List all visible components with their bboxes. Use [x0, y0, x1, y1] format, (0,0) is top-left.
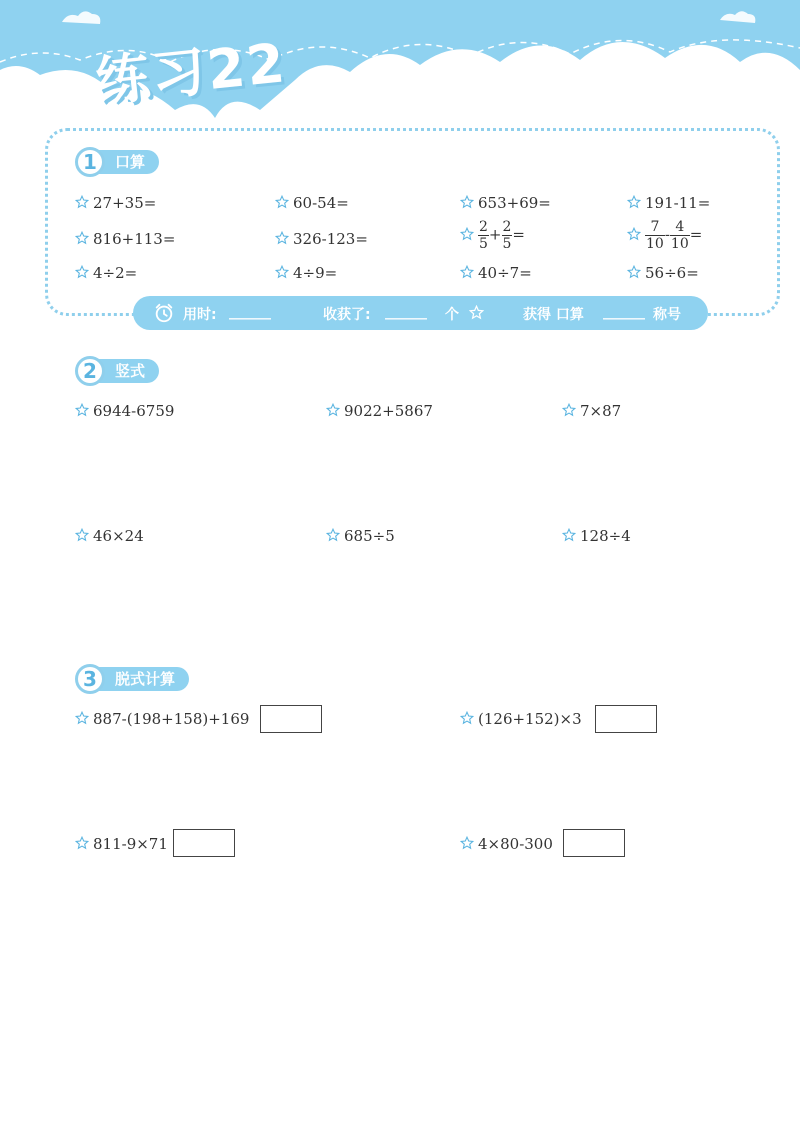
vertical-problem-2: 9022+5867 — [326, 402, 433, 420]
harvest-blank: ______ — [385, 304, 427, 320]
star-icon — [75, 265, 89, 279]
answer-box[interactable] — [595, 705, 657, 733]
problem-1: 27+35= — [75, 194, 156, 212]
star-icon — [326, 528, 340, 542]
problem-9: 4÷2= — [75, 264, 137, 282]
vertical-problem-5: 685÷5 — [326, 527, 395, 545]
vertical-problem-3: 7×87 — [562, 402, 621, 420]
star-icon — [562, 528, 576, 542]
star-icon — [275, 195, 289, 209]
problem-5: 816+113= — [75, 230, 175, 248]
earn-label: 获得 口算 — [523, 307, 584, 323]
star-icon — [75, 711, 89, 725]
star-icon — [460, 195, 474, 209]
section2-number: 2 — [75, 356, 105, 386]
unit-label: 个 — [445, 307, 459, 323]
star-icon — [562, 403, 576, 417]
title-blank: ______ — [603, 304, 645, 320]
star-icon — [460, 265, 474, 279]
stepwise-problem-2: (126+152)×3 — [460, 710, 582, 728]
star-icon — [627, 227, 641, 241]
problem-8: $\frac{7}{10}$ - $\frac{4}{10}$ = — [627, 219, 702, 252]
section3-label: 脱式计算 — [93, 667, 189, 691]
problem-11: 40÷7= — [460, 264, 532, 282]
star-icon — [460, 227, 474, 241]
section1-label: 口算 — [93, 150, 159, 174]
vertical-problem-1: 6944-6759 — [75, 402, 174, 420]
page-title: 练习22 — [92, 31, 290, 114]
problem-2: 60-54= — [275, 194, 349, 212]
stepwise-problem-4: 4×80-300 — [460, 835, 553, 853]
harvest-label: 收获了: — [323, 307, 371, 323]
vertical-problem-4: 46×24 — [75, 527, 144, 545]
star-icon — [627, 265, 641, 279]
star-icon — [275, 231, 289, 245]
problem-12: 56÷6= — [627, 264, 699, 282]
stepwise-problem-1: 887-(198+158)+169 — [75, 710, 249, 728]
answer-box[interactable] — [260, 705, 322, 733]
star-icon — [75, 231, 89, 245]
stepwise-problem-3: 811-9×71 — [75, 835, 168, 853]
star-icon — [275, 265, 289, 279]
problem-6: 326-123= — [275, 230, 368, 248]
time-label: 用时: — [183, 307, 217, 323]
alarm-clock-icon — [153, 302, 175, 324]
star-icon — [460, 836, 474, 850]
section1-number: 1 — [75, 147, 105, 177]
answer-box[interactable] — [563, 829, 625, 857]
section3-number: 3 — [75, 664, 105, 694]
star-icon — [469, 305, 484, 320]
problem-7: $\frac{2}{5}$ + $\frac{2}{5}$ = — [460, 219, 525, 252]
star-icon — [460, 711, 474, 725]
problem-10: 4÷9= — [275, 264, 337, 282]
star-icon — [75, 528, 89, 542]
problem-3: 653+69= — [460, 194, 551, 212]
star-icon — [627, 195, 641, 209]
answer-box[interactable] — [173, 829, 235, 857]
time-blank: ______ — [229, 304, 271, 320]
title-suffix: 称号 — [653, 307, 681, 323]
star-icon — [75, 836, 89, 850]
star-icon — [326, 403, 340, 417]
section2-label: 竖式 — [93, 359, 159, 383]
status-bar — [133, 296, 708, 330]
star-icon — [75, 195, 89, 209]
vertical-problem-6: 128÷4 — [562, 527, 631, 545]
problem-4: 191-11= — [627, 194, 710, 212]
star-icon — [75, 403, 89, 417]
